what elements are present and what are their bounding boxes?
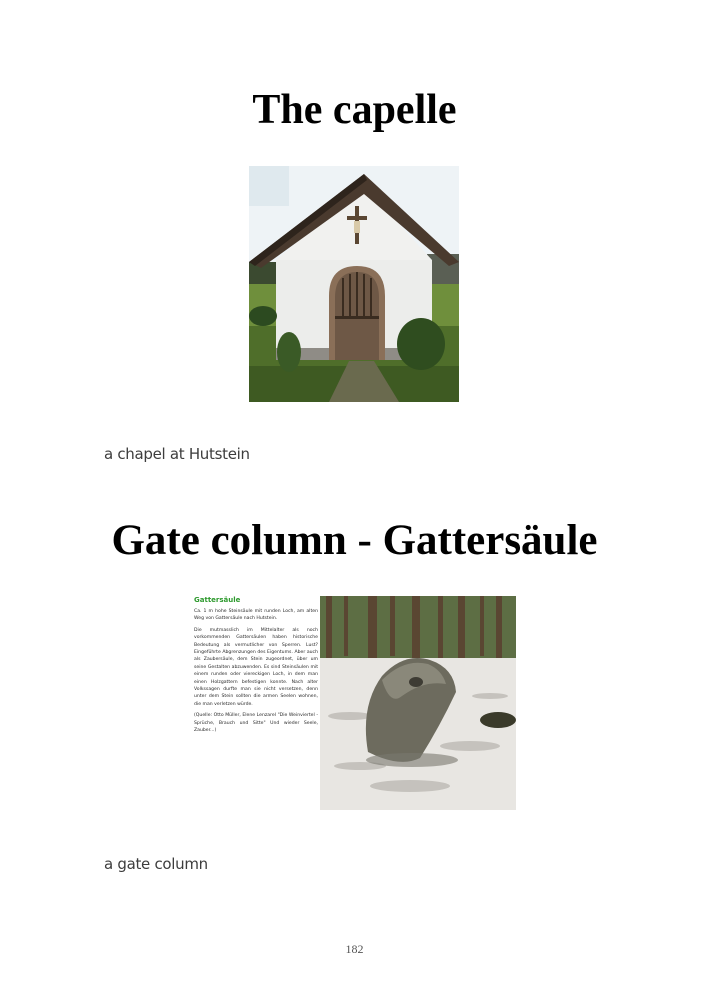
section-title-capelle: The capelle bbox=[252, 87, 457, 133]
chapel-photo bbox=[249, 166, 459, 402]
panel-paragraph: (Quelle: Otto Müller, Elene Lenzarel "Die Weinviertel - Sprüche, Brauch und Sitte" Und wieder Seele, Zauber...) bbox=[194, 713, 318, 734]
caption-chapel: a chapel at Hutstein bbox=[104, 445, 250, 463]
gate-column-photo bbox=[320, 596, 516, 810]
panel-paragraph: Ca. 1 m hohe Steinsäule mit runden Loch, am alten Weg von Gattersäule nach Hutstein. bbox=[194, 609, 318, 622]
page-number: 182 bbox=[345, 942, 364, 956]
section-title-gate-column: Gate column - Gattersäule bbox=[111, 517, 598, 564]
caption-gate-column: a gate column bbox=[104, 855, 208, 873]
gate-column-panel bbox=[192, 594, 516, 810]
panel-text bbox=[194, 596, 318, 739]
panel-heading: Gattersäule bbox=[194, 596, 241, 604]
panel-paragraph: Die mutmasslich im Mittelalter als noch vorkommenden Gattersäulen haben historische Bedeutung als vermutlicher von Sperren. Lust? Eingeführte Abgrenzungen des Eigentums. Aber auch als Zaubersäule, dem Stein zugeordnet, über um seine Gestalten abzuwenden. Es sind Steinsäulen mit einem runden oder viereckigen Loch, in dem man einen Holzgattern befestigen konnte. Nach alter Volkssagen durfte man sie nicht versetzen, denn unter dem Stein sollten die armen Seelen wohnen, die man verletzen würde. bbox=[194, 627, 318, 707]
